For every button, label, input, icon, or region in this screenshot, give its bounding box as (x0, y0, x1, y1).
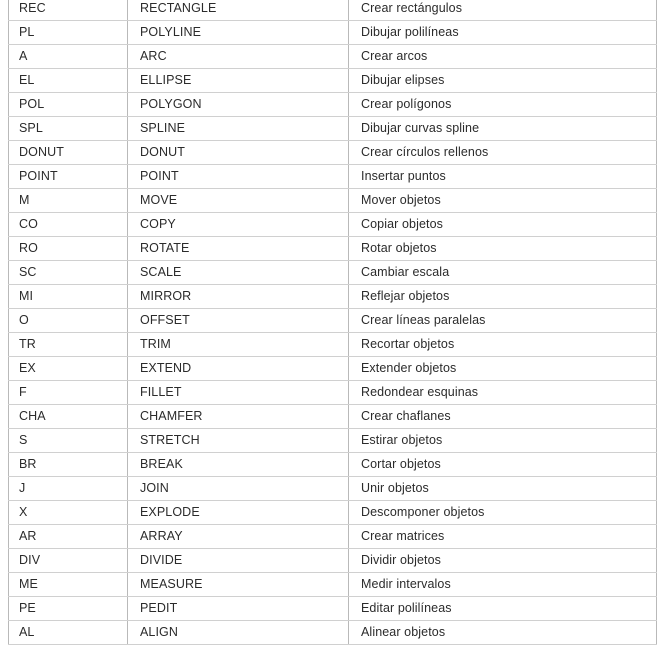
cell-command: BREAK (128, 453, 349, 477)
cell-command: POINT (128, 165, 349, 189)
cell-description: Crear rectángulos (349, 0, 657, 21)
table-row (9, 21, 657, 45)
cell-description: Insertar puntos (349, 165, 657, 189)
cell-command: SPLINE (128, 117, 349, 141)
table-row (9, 621, 657, 645)
table-row (9, 525, 657, 549)
cell-alias: J (9, 477, 128, 501)
cell-alias: MI (9, 285, 128, 309)
cell-alias: EL (9, 69, 128, 93)
cell-description: Crear círculos rellenos (349, 141, 657, 165)
table-row (9, 429, 657, 453)
cell-command: RECTANGLE (128, 0, 349, 21)
cell-alias: PE (9, 597, 128, 621)
table-row (9, 453, 657, 477)
cell-command: PEDIT (128, 597, 349, 621)
cell-alias: X (9, 501, 128, 525)
cell-command: FILLET (128, 381, 349, 405)
cell-alias: TR (9, 333, 128, 357)
cell-command: ELLIPSE (128, 69, 349, 93)
cell-description: Alinear objetos (349, 621, 657, 645)
table-row (9, 309, 657, 333)
cell-alias: RO (9, 237, 128, 261)
cell-description: Mover objetos (349, 189, 657, 213)
table-row (9, 549, 657, 573)
table-row (9, 213, 657, 237)
cell-alias: CHA (9, 405, 128, 429)
table-row (9, 189, 657, 213)
cell-description: Dibujar polilíneas (349, 21, 657, 45)
cell-alias: CO (9, 213, 128, 237)
cell-command: EXTEND (128, 357, 349, 381)
cell-description: Dibujar elipses (349, 69, 657, 93)
cell-description: Crear arcos (349, 45, 657, 69)
cell-alias: EX (9, 357, 128, 381)
table-row (9, 381, 657, 405)
cell-command: JOIN (128, 477, 349, 501)
cell-alias: S (9, 429, 128, 453)
table-row (9, 285, 657, 309)
cell-description: Unir objetos (349, 477, 657, 501)
cell-command: STRETCH (128, 429, 349, 453)
table-row (9, 141, 657, 165)
cell-description: Redondear esquinas (349, 381, 657, 405)
table-row (9, 237, 657, 261)
command-alias-table (8, 0, 657, 645)
cell-command: OFFSET (128, 309, 349, 333)
cell-alias: POINT (9, 165, 128, 189)
cell-alias: M (9, 189, 128, 213)
cell-description: Editar polilíneas (349, 597, 657, 621)
cell-command: MEASURE (128, 573, 349, 597)
cell-command: ALIGN (128, 621, 349, 645)
cell-command: EXPLODE (128, 501, 349, 525)
cell-description: Copiar objetos (349, 213, 657, 237)
cell-command: SCALE (128, 261, 349, 285)
cell-description: Rotar objetos (349, 237, 657, 261)
cell-command: COPY (128, 213, 349, 237)
table-row (9, 0, 657, 21)
cell-alias: PL (9, 21, 128, 45)
cell-command: MOVE (128, 189, 349, 213)
cell-alias: SC (9, 261, 128, 285)
cell-alias: DONUT (9, 141, 128, 165)
cell-description: Descomponer objetos (349, 501, 657, 525)
cell-command: ARC (128, 45, 349, 69)
cell-description: Cortar objetos (349, 453, 657, 477)
cell-description: Dividir objetos (349, 549, 657, 573)
cell-description: Extender objetos (349, 357, 657, 381)
cell-alias: O (9, 309, 128, 333)
cell-description: Crear chaflanes (349, 405, 657, 429)
table-row (9, 261, 657, 285)
table-row (9, 573, 657, 597)
cell-alias: AR (9, 525, 128, 549)
cell-command: DONUT (128, 141, 349, 165)
table-row (9, 597, 657, 621)
cell-alias: BR (9, 453, 128, 477)
cell-alias: REC (9, 0, 128, 21)
table-row (9, 117, 657, 141)
cell-description: Crear polígonos (349, 93, 657, 117)
table-row (9, 477, 657, 501)
cell-alias: AL (9, 621, 128, 645)
cell-description: Dibujar curvas spline (349, 117, 657, 141)
cell-description: Cambiar escala (349, 261, 657, 285)
cell-command: DIVIDE (128, 549, 349, 573)
cell-alias: A (9, 45, 128, 69)
cell-description: Crear matrices (349, 525, 657, 549)
table-row (9, 405, 657, 429)
cell-alias: DIV (9, 549, 128, 573)
cell-description: Crear líneas paralelas (349, 309, 657, 333)
table-row (9, 333, 657, 357)
cell-description: Reflejar objetos (349, 285, 657, 309)
cell-command: POLYLINE (128, 21, 349, 45)
table-body (9, 0, 657, 645)
cell-command: MIRROR (128, 285, 349, 309)
table-row (9, 165, 657, 189)
table-row (9, 357, 657, 381)
cell-command: ROTATE (128, 237, 349, 261)
cell-command: TRIM (128, 333, 349, 357)
cell-description: Medir intervalos (349, 573, 657, 597)
table-row (9, 501, 657, 525)
cell-description: Estirar objetos (349, 429, 657, 453)
table-row (9, 93, 657, 117)
table-row (9, 69, 657, 93)
cell-alias: POL (9, 93, 128, 117)
cell-alias: ME (9, 573, 128, 597)
cell-command: CHAMFER (128, 405, 349, 429)
cell-alias: SPL (9, 117, 128, 141)
cell-description: Recortar objetos (349, 333, 657, 357)
cell-alias: F (9, 381, 128, 405)
cell-command: ARRAY (128, 525, 349, 549)
cell-command: POLYGON (128, 93, 349, 117)
table-row (9, 45, 657, 69)
